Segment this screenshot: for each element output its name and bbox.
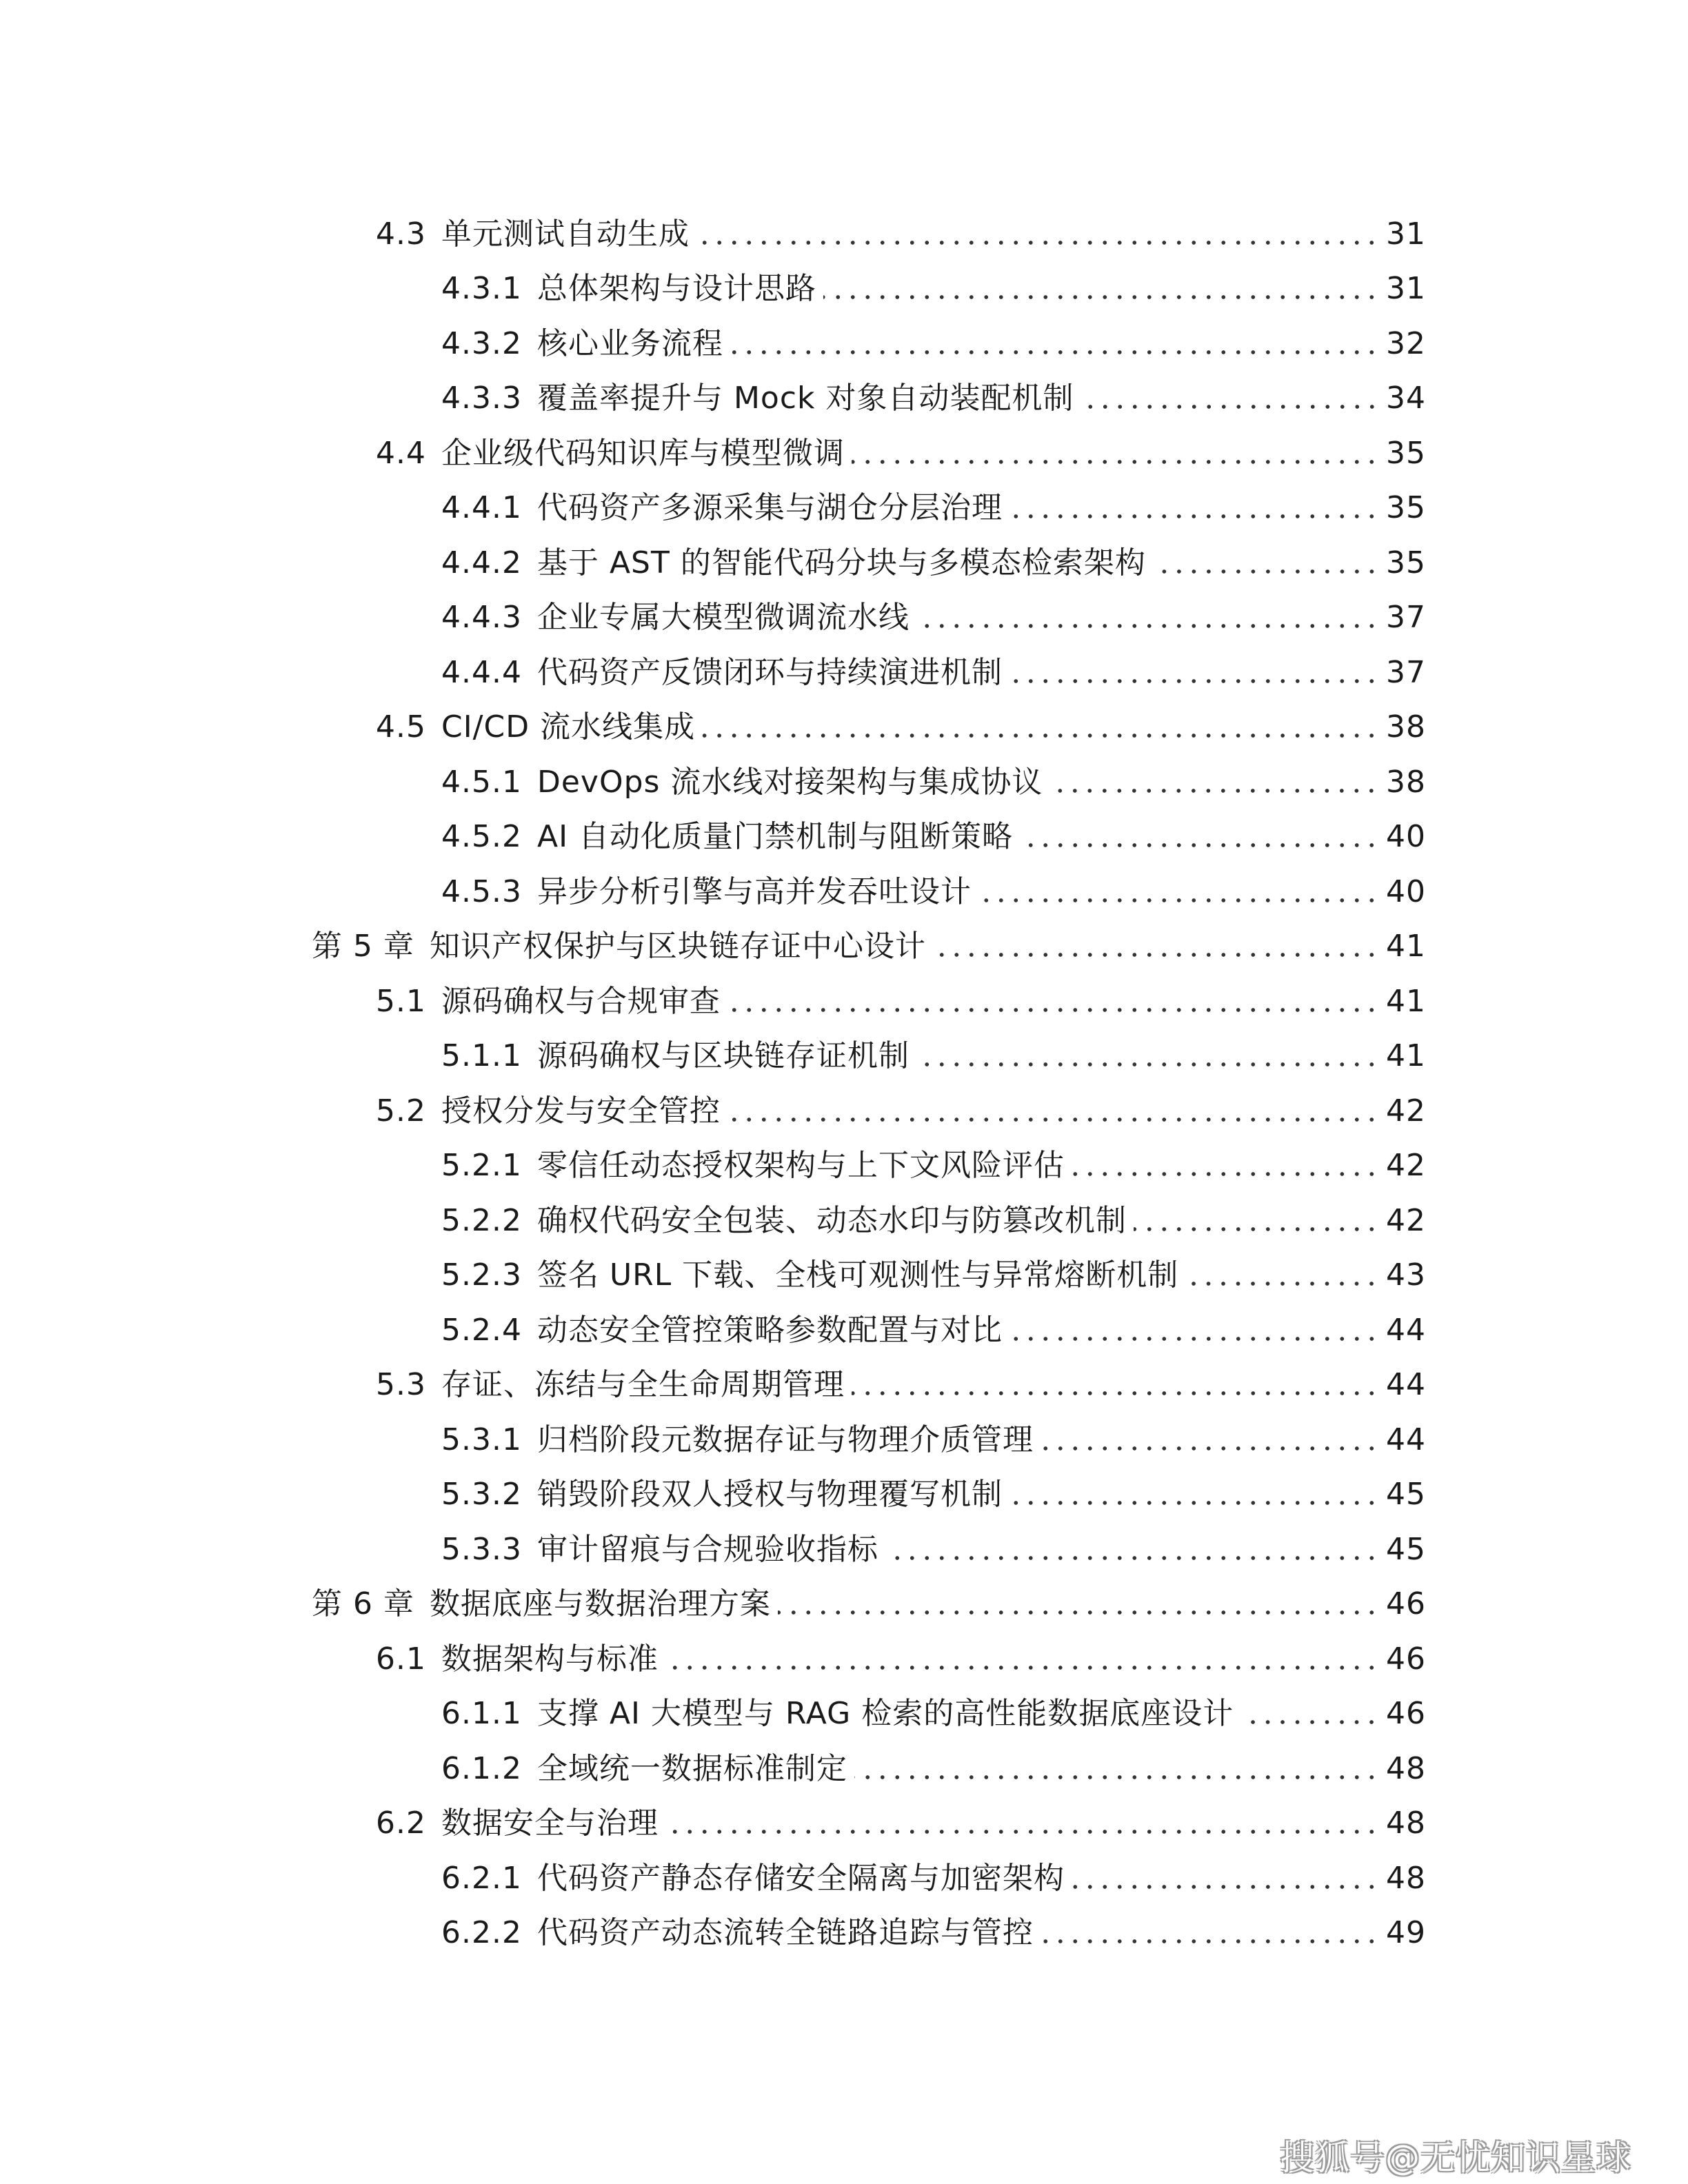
toc-entry-title: 代码资产反馈闭环与持续演进机制 <box>536 654 1003 690</box>
toc-entry[interactable] <box>0 591 1688 646</box>
toc-entry-title: 知识产权保护与区块链存证中心设计 <box>429 929 926 964</box>
toc-entry-content <box>441 1531 1426 1567</box>
toc-entry-title: 签名 URL 下载、全栈可观测性与异常熔断机制 <box>536 1257 1179 1293</box>
toc-entry-title: 全域统一数据标准制定 <box>536 1750 847 1786</box>
toc-entry[interactable] <box>0 1577 1688 1632</box>
toc-entry-content <box>376 216 1426 252</box>
toc-entry[interactable] <box>0 262 1688 317</box>
toc-dot-leader <box>1240 1719 1379 1725</box>
toc-entry[interactable] <box>0 1358 1688 1413</box>
toc-entry-page: 42 <box>1386 1093 1426 1129</box>
toc-entry-page: 49 <box>1386 1915 1426 1951</box>
toc-dot-leader <box>1041 1446 1379 1451</box>
toc-entry-title: 审计留痕与合规验收指标 <box>536 1531 878 1567</box>
toc-entry-number: 4.5 <box>376 709 426 745</box>
toc-dot-leader <box>702 733 1379 738</box>
toc-entry-page: 41 <box>1386 1038 1426 1074</box>
toc-entry-title: 销毁阶段双人授权与物理覆写机制 <box>536 1477 1003 1513</box>
toc-entry[interactable] <box>0 974 1688 1029</box>
toc-entry-title: 存证、冻结与全生命周期管理 <box>441 1367 845 1403</box>
toc-entry-page: 42 <box>1386 1202 1426 1238</box>
toc-entry[interactable] <box>0 1522 1688 1577</box>
toc-dot-leader <box>727 1007 1379 1013</box>
toc-entry-content <box>312 1586 1426 1622</box>
toc-entry[interactable] <box>0 1193 1688 1248</box>
toc-entry-number: 4.4.3 <box>441 600 522 636</box>
toc-entry-title: 核心业务流程 <box>536 325 723 361</box>
toc-entry-title: 基于 AST 的智能代码分块与多模态检索架构 <box>536 545 1146 580</box>
toc-entry[interactable] <box>0 536 1688 591</box>
toc-entry[interactable] <box>0 1687 1688 1742</box>
toc-entry-number: 4.5.2 <box>441 819 522 855</box>
toc-dot-leader <box>852 459 1379 465</box>
toc-entry[interactable] <box>0 1906 1688 1961</box>
toc-entry-number: 6.1.1 <box>441 1696 522 1732</box>
toc-entry[interactable] <box>0 1248 1688 1304</box>
toc-entry[interactable] <box>0 481 1688 536</box>
toc-entry-number: 5.1 <box>376 983 426 1019</box>
toc-entry-page: 37 <box>1386 654 1426 690</box>
toc-entry-page: 48 <box>1386 1750 1426 1786</box>
toc-entry-title: 零信任动态授权架构与上下文风险评估 <box>536 1148 1065 1184</box>
toc-dot-leader <box>1020 842 1379 848</box>
toc-entry-title: 归档阶段元数据存证与物理介质管理 <box>536 1422 1034 1457</box>
toc-entry-page: 45 <box>1386 1531 1426 1567</box>
toc-entry-content <box>441 1312 1426 1348</box>
toc-dot-leader <box>665 1665 1379 1670</box>
toc-entry[interactable] <box>0 1139 1688 1194</box>
toc-entry-number: 4.4.2 <box>441 545 522 580</box>
toc-entry-content <box>441 1148 1426 1184</box>
toc-entry[interactable] <box>0 1084 1688 1139</box>
toc-entry[interactable] <box>0 865 1688 920</box>
toc-entry[interactable] <box>0 207 1688 262</box>
toc-entry-content <box>441 271 1426 307</box>
toc-entry-content <box>376 709 1426 745</box>
toc-entry-number: 5.3 <box>376 1367 426 1403</box>
toc-entry-number: 6.2 <box>376 1806 426 1841</box>
toc-entry-content <box>441 1257 1426 1293</box>
toc-entry-content <box>441 1038 1426 1074</box>
toc-entry[interactable] <box>0 1632 1688 1687</box>
toc-entry[interactable] <box>0 1468 1688 1523</box>
toc-dot-leader <box>727 1117 1379 1122</box>
toc-dot-leader <box>933 952 1379 958</box>
toc-entry[interactable] <box>0 1851 1688 1906</box>
toc-entry-content <box>376 1641 1426 1677</box>
toc-entry-title: 数据架构与标准 <box>441 1641 659 1677</box>
toc-entry-content <box>441 600 1426 636</box>
toc-entry-number: 5.2 <box>376 1093 426 1129</box>
toc-dot-leader <box>1009 1336 1379 1342</box>
toc-entry-title: 代码资产静态存储安全隔离与加密架构 <box>536 1860 1065 1896</box>
toc-entry-page: 35 <box>1386 435 1426 471</box>
toc-entry-title: 授权分发与安全管控 <box>441 1093 721 1129</box>
toc-entry-title: 动态安全管控策略参数配置与对比 <box>536 1312 1003 1348</box>
toc-dot-leader <box>665 1829 1379 1834</box>
toc-dot-leader <box>730 350 1379 355</box>
toc-dot-leader <box>916 623 1379 629</box>
toc-entry-page: 46 <box>1386 1586 1426 1622</box>
toc-entry-number: 6.2.2 <box>441 1915 522 1951</box>
toc-entry[interactable] <box>0 1029 1688 1084</box>
toc-dot-leader <box>885 1555 1379 1561</box>
toc-entry-number: 第 6 章 <box>312 1586 414 1622</box>
toc-entry-content <box>441 764 1426 800</box>
toc-entry-title: 数据底座与数据治理方案 <box>429 1586 771 1622</box>
toc-entry-content <box>441 1696 1426 1732</box>
toc-entry-number: 5.3.2 <box>441 1477 522 1513</box>
toc-dot-leader <box>1153 569 1379 574</box>
toc-entry-page: 35 <box>1386 490 1426 526</box>
toc-entry-number: 4.3.3 <box>441 381 522 416</box>
toc-entry-content <box>376 435 1426 471</box>
toc-entry-page: 44 <box>1386 1367 1426 1403</box>
toc-entry-number: 6.1.2 <box>441 1750 522 1786</box>
toc-entry[interactable] <box>0 700 1688 756</box>
toc-entry-page: 31 <box>1386 271 1426 307</box>
toc-entry-number: 4.5.1 <box>441 764 522 800</box>
toc-entry-number: 4.4.4 <box>441 654 522 690</box>
toc-entry-number: 6.1 <box>376 1641 426 1677</box>
toc-dot-leader <box>696 240 1379 245</box>
toc-entry[interactable] <box>0 1797 1688 1852</box>
toc-entry-number: 4.3 <box>376 216 426 252</box>
toc-entry-content <box>441 490 1426 526</box>
toc-entry-page: 40 <box>1386 873 1426 909</box>
toc-entry-content <box>441 383 1426 414</box>
toc-entry[interactable] <box>0 755 1688 810</box>
toc-entry-content <box>441 1915 1426 1951</box>
toc-entry-content <box>376 983 1426 1019</box>
toc-entry-content <box>441 654 1426 690</box>
toc-entry-page: 45 <box>1386 1477 1426 1513</box>
toc-entry-page: 48 <box>1386 1860 1426 1896</box>
toc-entry-content <box>441 1422 1426 1457</box>
toc-entry-content <box>441 1202 1426 1238</box>
toc-entry-page: 42 <box>1386 1148 1426 1184</box>
toc-entry[interactable] <box>0 316 1688 372</box>
toc-entry-page: 37 <box>1386 600 1426 636</box>
toc-entry-content <box>441 819 1426 855</box>
toc-entry-title: DevOps 流水线对接架构与集成协议 <box>536 764 1043 800</box>
toc-entry-title: 企业专属大模型微调流水线 <box>536 600 910 636</box>
toc-entry-title: 覆盖率提升与 Mock 对象自动装配机制 <box>536 381 1074 416</box>
toc-entry-page: 38 <box>1386 709 1426 745</box>
toc-entry-page: 31 <box>1386 216 1426 252</box>
toc-entry-number: 5.2.4 <box>441 1312 522 1348</box>
toc-entry-number: 4.4 <box>376 435 426 471</box>
toc-dot-leader <box>1041 1939 1379 1944</box>
toc-entry-title: 总体架构与设计思路 <box>536 271 816 307</box>
toc-dot-leader <box>1072 1171 1379 1177</box>
toc-entry-number: 5.3.3 <box>441 1531 522 1567</box>
toc-entry-number: 4.3.1 <box>441 271 522 307</box>
toc-entry-title: 代码资产动态流转全链路追踪与管控 <box>536 1915 1034 1951</box>
toc-entry-content <box>376 1367 1426 1403</box>
toc-entry[interactable] <box>0 920 1688 975</box>
toc-entry-page: 35 <box>1386 545 1426 580</box>
toc-dot-leader <box>1009 1500 1379 1506</box>
toc-dot-leader <box>854 1775 1379 1780</box>
toc-entry-content <box>312 931 1426 962</box>
toc-entry-content <box>441 873 1426 909</box>
toc-entry-content <box>376 1093 1426 1129</box>
toc-entry-title: 企业级代码知识库与模型微调 <box>441 435 845 471</box>
toc-entry-title: 代码资产多源采集与湖仓分层治理 <box>536 490 1003 526</box>
toc-dot-leader <box>823 294 1379 300</box>
toc-entry-page: 44 <box>1386 1422 1426 1457</box>
toc-dot-leader <box>1134 1226 1379 1232</box>
toc-entry-title: 源码确权与区块链存证机制 <box>536 1038 910 1074</box>
toc-dot-leader <box>1009 514 1379 519</box>
toc-dot-leader <box>1185 1281 1379 1286</box>
toc-entry[interactable] <box>0 810 1688 865</box>
toc-entry-page: 41 <box>1386 983 1426 1019</box>
toc-entry-number: 4.3.2 <box>441 325 522 361</box>
toc-entry-title: 单元测试自动生成 <box>441 216 690 252</box>
toc-entry-page: 44 <box>1386 1312 1426 1348</box>
toc-entry[interactable] <box>0 645 1688 700</box>
watermark: 搜狐号@无忧知识星球 <box>1280 2138 1631 2178</box>
toc-entry-number: 5.2.3 <box>441 1257 522 1293</box>
toc-entry-number: 4.5.3 <box>441 873 522 909</box>
toc-entry[interactable] <box>0 372 1688 427</box>
toc-entry-number: 5.1.1 <box>441 1038 522 1074</box>
toc-dot-leader <box>1072 1884 1379 1890</box>
table-of-contents <box>0 207 1688 1961</box>
toc-entry-page: 41 <box>1386 929 1426 964</box>
toc-entry-content <box>441 1750 1426 1786</box>
toc-entry[interactable] <box>0 1413 1688 1468</box>
toc-entry[interactable] <box>0 1303 1688 1358</box>
toc-entry-number: 5.2.1 <box>441 1148 522 1184</box>
toc-dot-leader <box>1009 678 1379 684</box>
toc-entry-title: 源码确权与合规审查 <box>441 983 721 1019</box>
toc-entry-content <box>441 325 1426 361</box>
toc-entry-page: 43 <box>1386 1257 1426 1293</box>
toc-entry-title: CI/CD 流水线集成 <box>441 709 696 745</box>
toc-entry-number: 5.3.1 <box>441 1422 522 1457</box>
toc-entry-title: 数据安全与治理 <box>441 1806 659 1841</box>
toc-entry-number: 5.2.2 <box>441 1202 522 1238</box>
toc-entry-title: 支撑 AI 大模型与 RAG 检索的高性能数据底座设计 <box>536 1696 1234 1732</box>
toc-entry-number: 第 5 章 <box>312 929 414 964</box>
toc-dot-leader <box>1049 788 1379 793</box>
toc-entry-number: 6.2.1 <box>441 1860 522 1896</box>
toc-entry-content <box>441 545 1426 580</box>
toc-entry-page: 34 <box>1386 381 1426 416</box>
toc-entry-page: 38 <box>1386 764 1426 800</box>
toc-entry-title: 异步分析引擎与高并发吞吐设计 <box>536 873 972 909</box>
toc-dot-leader <box>916 1062 1379 1067</box>
toc-entry-number: 4.4.1 <box>441 490 522 526</box>
toc-entry-title: 确权代码安全包装、动态水印与防篡改机制 <box>536 1202 1127 1238</box>
toc-entry-page: 40 <box>1386 819 1426 855</box>
toc-entry-content <box>441 1477 1426 1513</box>
toc-dot-leader <box>852 1391 1379 1396</box>
toc-entry-page: 48 <box>1386 1806 1426 1841</box>
toc-dot-leader <box>978 898 1379 903</box>
toc-entry-content <box>441 1860 1426 1896</box>
toc-dot-leader <box>1081 404 1380 410</box>
toc-dot-leader <box>778 1610 1379 1615</box>
toc-entry[interactable] <box>0 426 1688 481</box>
toc-entry-page: 32 <box>1386 325 1426 361</box>
toc-entry-page: 46 <box>1386 1696 1426 1732</box>
toc-entry-title: AI 自动化质量门禁机制与阻断策略 <box>536 819 1014 855</box>
toc-entry-content <box>376 1808 1426 1839</box>
toc-entry-page: 46 <box>1386 1641 1426 1677</box>
toc-entry[interactable] <box>0 1741 1688 1797</box>
